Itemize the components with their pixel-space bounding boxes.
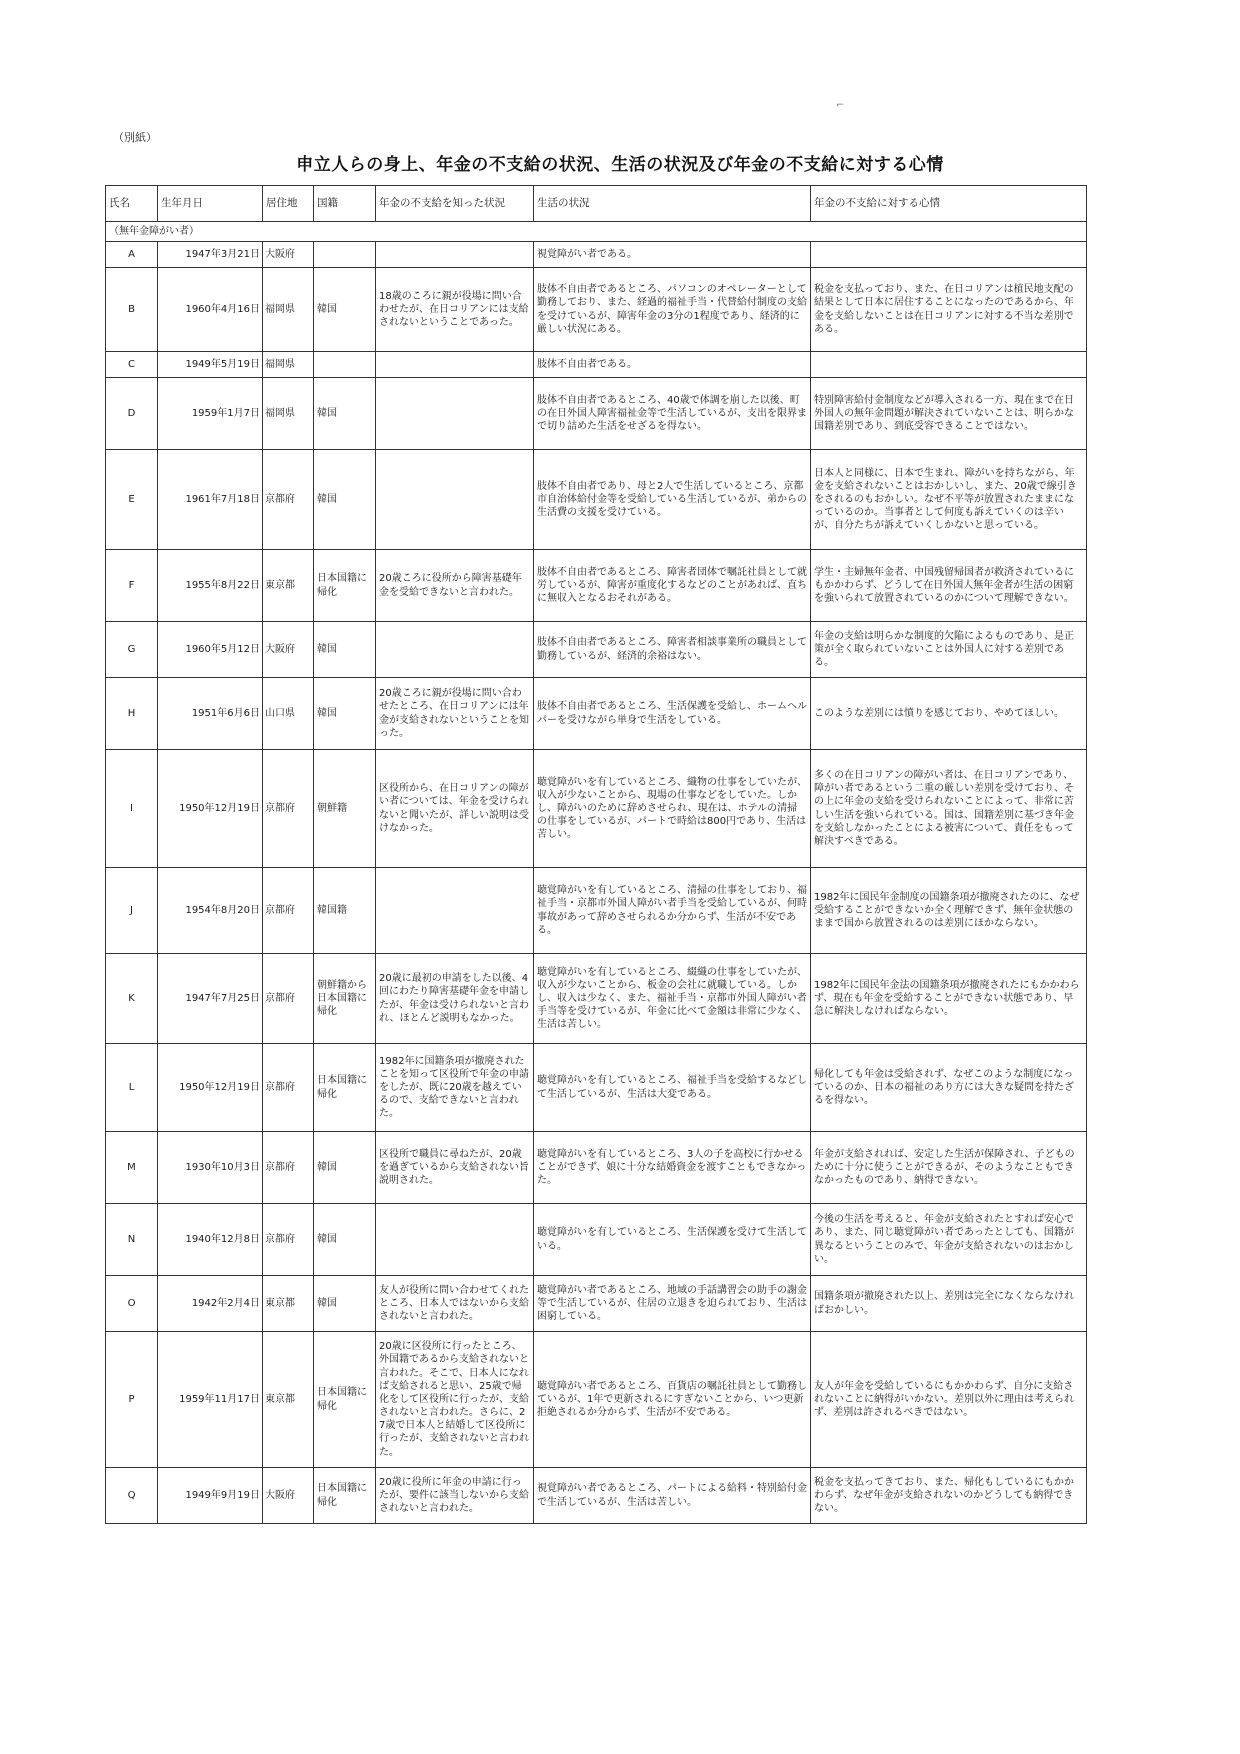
cell-discovery (376, 242, 534, 268)
cell-discovery: 1982年に国籍条項が撤廃されたことを知って区役所で年金の申請をしたが、既に20歳を越えているので、支給できないと言われた。 (376, 1044, 534, 1132)
table-row (106, 868, 1087, 954)
cell-feelings: 税金を支払っており、また、在日コリアンは植民地支配の結果として日本に居住することになったのであるから、年金を支給しないことは在日コリアンに対する不当な差別である。 (811, 268, 1087, 352)
header-dob: 生年月日 (158, 186, 263, 222)
cell-feelings: 友人が年金を受給しているにもかかわらず、自分に支給されないことに納得がいかない。差別以外に理由は考えられず、差別は許されるべきではない。 (811, 1332, 1087, 1468)
cell-discovery (376, 868, 534, 954)
cell-feelings: 特別障害給付金制度などが導入される一方、現在まで在日外国人の無年金問題が解決されていないことは、明らかな国籍差別であり、到底受容できることではない。 (811, 378, 1087, 450)
cell-living: 視覚障がい者であるところ、パートによる給料・特別給付金で生活しているが、生活は苦しい。 (534, 1468, 811, 1524)
cell-feelings: このような差別には憤りを感じており、やめてほしい。 (811, 678, 1087, 750)
cell-living: 聴覚障がいを有しているところ、綴織の仕事をしていたが、収入が少ないことから、板金の会社に就職している。しかし、収入は少なく、また、福祉手当・京都市外国人障がい者手当等を受けているが、年金に比べて金額は非常に少なく、生活は苦しい。 (534, 954, 811, 1044)
cell-discovery (376, 450, 534, 550)
applicants-table (105, 185, 1087, 1524)
cell-feelings (811, 352, 1087, 378)
cell-residence: 京都府 (263, 750, 314, 868)
cell-residence: 大阪府 (263, 622, 314, 678)
cell-dob: 1930年10月3日 (158, 1132, 263, 1204)
cell-living: 肢体不自由者であるところ、障害者相談事業所の職員として勤務しているが、経済的余裕はない。 (534, 622, 811, 678)
cell-dob: 1940年12月8日 (158, 1204, 263, 1276)
cell-discovery (376, 378, 534, 450)
cell-discovery: 20歳ころに親が役場に問い合わせたところ、在日コリアンには年金が支給されないということを知った。 (376, 678, 534, 750)
cell-name: N (106, 1204, 158, 1276)
cell-feelings: 国籍条項が撤廃された以上、差別は完全になくならなければおかしい。 (811, 1276, 1087, 1332)
page-title: 申立人らの身上、年金の不支給の状況、生活の状況及び年金の不支給に対する心情 (296, 155, 944, 175)
cell-residence: 京都府 (263, 1132, 314, 1204)
cell-name: H (106, 678, 158, 750)
cell-residence: 京都府 (263, 1044, 314, 1132)
cell-nationality: 韓国 (314, 268, 376, 352)
cell-discovery: 20歳に最初の申請をした以後、4回にわたり障害基礎年金を申請したが、年金は受けられないと言われ、ほとんど説明もなかった。 (376, 954, 534, 1044)
cell-discovery: 友人が役所に問い合わせてくれたところ、日本人ではないから支給されないと言われた。 (376, 1276, 534, 1332)
cell-nationality: 韓国 (314, 378, 376, 450)
cell-discovery: 18歳のころに親が役場に問い合わせたが、在日コリアンには支給されないということであった。 (376, 268, 534, 352)
cell-nationality: 韓国籍 (314, 868, 376, 954)
cell-residence: 東京都 (263, 550, 314, 622)
cell-name: P (106, 1332, 158, 1468)
table-row (106, 1044, 1087, 1132)
cell-feelings: 1982年に国民年金法の国籍条項が撤廃されたにもかかわらず、現在も年金を受給することができない状態であり、早急に解決しなければならない。 (811, 954, 1087, 1044)
table-row (106, 750, 1087, 868)
cell-nationality: 韓国 (314, 622, 376, 678)
cell-dob: 1960年4月16日 (158, 268, 263, 352)
cell-nationality: 朝鮮籍 (314, 750, 376, 868)
cell-nationality (314, 352, 376, 378)
cell-living: 肢体不自由者であるところ、パソコンのオペレーターとして勤務しており、また、経過的福祉手当・代替給付制度の支給を受けているが、障害年金の3分の1程度であり、経済的に厳しい状況にある。 (534, 268, 811, 352)
table-row (106, 1332, 1087, 1468)
cell-dob: 1960年5月12日 (158, 622, 263, 678)
table-row (106, 378, 1087, 450)
cell-living: 視覚障がい者である。 (534, 242, 811, 268)
cell-name: D (106, 378, 158, 450)
cell-nationality: 日本国籍に帰化 (314, 1044, 376, 1132)
attachment-label: （別紙） (113, 131, 157, 144)
cell-nationality (314, 242, 376, 268)
cell-residence: 大阪府 (263, 1468, 314, 1524)
group-label: （無年金障がい者） (106, 222, 1087, 242)
table-row (106, 550, 1087, 622)
cell-feelings: 今後の生活を考えると、年金が支給されたとすれば安心であり、また、同じ聴覚障がい者であったとしても、国籍が異なるということのみで、年金が支給されないのはおかしい。 (811, 1204, 1087, 1276)
cell-living: 聴覚障がいを有しているところ、生活保護を受けて生活している。 (534, 1204, 811, 1276)
cell-living: 肢体不自由者である。 (534, 352, 811, 378)
cell-residence: 大阪府 (263, 242, 314, 268)
cell-residence: 東京都 (263, 1332, 314, 1468)
cell-dob: 1959年11月17日 (158, 1332, 263, 1468)
cell-residence: 山口県 (263, 678, 314, 750)
cell-dob: 1954年8月20日 (158, 868, 263, 954)
cell-living: 聴覚障がい者であるところ、地域の手話講習会の助手の謝金等で生活しているが、住居の立退きを迫られており、生活は困窮している。 (534, 1276, 811, 1332)
cell-living: 肢体不自由者であり、母と2人で生活しているところ、京都市自治体給付金等を受給している生活しているが、弟からの生活費の支援を受けている。 (534, 450, 811, 550)
cell-name: B (106, 268, 158, 352)
cell-discovery: 区役所で職員に尋ねたが、20歳を過ぎているから支給されない旨説明された。 (376, 1132, 534, 1204)
table-row (106, 622, 1087, 678)
table-row (106, 954, 1087, 1044)
cell-dob: 1949年9月19日 (158, 1468, 263, 1524)
header-feelings: 年金の不支給に対する心情 (811, 186, 1087, 222)
cell-dob: 1942年2月4日 (158, 1276, 263, 1332)
cell-living: 聴覚障がいを有しているところ、清掃の仕事をしており、福祉手当・京都市外国人障がい者手当を受給しているが、何時事故があって辞めさせられるか分からず、生活が不安である。 (534, 868, 811, 954)
cell-nationality: 韓国 (314, 1276, 376, 1332)
cell-nationality: 韓国 (314, 678, 376, 750)
cell-residence: 京都府 (263, 1204, 314, 1276)
table-row (106, 352, 1087, 378)
cell-living: 肢体不自由者であるところ、40歳で体調を崩した以後、町の在日外国人障害福祉金等で生活しているが、支出を限界まで切り詰めた生活をせざるを得ない。 (534, 378, 811, 450)
cell-name: C (106, 352, 158, 378)
cell-name: J (106, 868, 158, 954)
cell-living: 聴覚障がいを有しているところ、3人の子を高校に行かせることができず、娘に十分な結婚資金を渡すこともできなかった。 (534, 1132, 811, 1204)
cell-residence: 京都府 (263, 868, 314, 954)
cell-feelings: 日本人と同様に、日本で生まれ、障がいを持ちながら、年金を支給されないことはおかしいし、また、20歳で線引きをされるのもおかしい。なぜ不平等が放置されたままになっているのか。当事者として何度も訴えていくのは辛いが、自分たちが訴えていくしかないと思っている。 (811, 450, 1087, 550)
cell-dob: 1950年12月19日 (158, 750, 263, 868)
cell-name: F (106, 550, 158, 622)
cell-discovery (376, 352, 534, 378)
cell-discovery: 20歳に役所に年金の申請に行ったが、要件に該当しないから支給されないと言われた。 (376, 1468, 534, 1524)
cell-feelings: 税金を支払ってきており、また、帰化もしているにもかかわらず、なぜ年金が支給されないのかどうしても納得できない。 (811, 1468, 1087, 1524)
table-row (106, 242, 1087, 268)
cell-residence: 福岡県 (263, 268, 314, 352)
cell-discovery: 20歳ころに役所から障害基礎年金を受給できないと言われた。 (376, 550, 534, 622)
header-name: 氏名 (106, 186, 158, 222)
scan-mark: ⌐ (836, 100, 845, 111)
cell-name: M (106, 1132, 158, 1204)
cell-discovery (376, 1204, 534, 1276)
cell-feelings: 多くの在日コリアンの障がい者は、在日コリアンであり、障がい者であるという二重の厳しい差別を受けており、その上に年金の支給を受けられないことによって、非常に苦しい生活を強いられている。国は、国籍差別に基づき年金を支給しなかったことによる被害について、責任をもって解決すべきである。 (811, 750, 1087, 868)
cell-name: K (106, 954, 158, 1044)
cell-name: E (106, 450, 158, 550)
cell-name: Q (106, 1468, 158, 1524)
cell-dob: 1947年3月21日 (158, 242, 263, 268)
cell-living: 聴覚障がい者であるところ、百貨店の嘱託社員として勤務しているが、1年で更新されるにすぎないことから、いつ更新拒絶されるか分からず、生活が不安である。 (534, 1332, 811, 1468)
cell-dob: 1949年5月19日 (158, 352, 263, 378)
cell-dob: 1951年6月6日 (158, 678, 263, 750)
cell-living: 聴覚障がいを有しているところ、織物の仕事をしていたが、収入が少ないことから、現場の仕事などをしていた。しかし、障がいのために辞めさせられ、現在は、ホテルの清掃の仕事をしているが、パートで時給は800円であり、生活は苦しい。 (534, 750, 811, 868)
cell-nationality: 日本国籍に帰化 (314, 1468, 376, 1524)
cell-nationality: 韓国 (314, 1204, 376, 1276)
cell-residence: 京都府 (263, 450, 314, 550)
cell-dob: 1959年1月7日 (158, 378, 263, 450)
cell-dob: 1955年8月22日 (158, 550, 263, 622)
table-row (106, 1204, 1087, 1276)
table-row (106, 1276, 1087, 1332)
cell-nationality: 日本国籍に帰化 (314, 550, 376, 622)
cell-nationality: 韓国 (314, 1132, 376, 1204)
cell-dob: 1950年12月19日 (158, 1044, 263, 1132)
header-living: 生活の状況 (534, 186, 811, 222)
cell-residence: 福岡県 (263, 352, 314, 378)
cell-name: G (106, 622, 158, 678)
header-discovery: 年金の不支給を知った状況 (376, 186, 534, 222)
cell-nationality: 韓国 (314, 450, 376, 550)
cell-name: A (106, 242, 158, 268)
group-row (106, 222, 1087, 242)
table-row (106, 678, 1087, 750)
cell-feelings (811, 242, 1087, 268)
header-residence: 居住地 (263, 186, 314, 222)
table-row (106, 1132, 1087, 1204)
cell-discovery: 20歳に区役所に行ったところ、外国籍であるから支給されないと言われた。そこで、日本人になれば支給されると思い、25歳で帰化をして区役所に行ったが、支給されないと言われた。さらに、27歳で日本人と結婚して区役所に行ったが、支給されないと言われた。 (376, 1332, 534, 1468)
cell-living: 肢体不自由者であるところ、障害者団体で嘱託社員として就労しているが、障害が重度化するなどのことがあれば、直ちに無収入となるおそれがある。 (534, 550, 811, 622)
cell-living: 聴覚障がいを有しているところ、福祉手当を受給するなどして生活しているが、生活は大変である。 (534, 1044, 811, 1132)
cell-name: L (106, 1044, 158, 1132)
cell-feelings: 年金が支給されれば、安定した生活が保障され、子どものために十分に使うことができるが、そのようなこともできなかったものであり、納得できない。 (811, 1132, 1087, 1204)
header-row (106, 186, 1087, 222)
cell-nationality: 朝鮮籍から日本国籍に帰化 (314, 954, 376, 1044)
cell-name: I (106, 750, 158, 868)
cell-residence: 東京都 (263, 1276, 314, 1332)
table-row (106, 1468, 1087, 1524)
cell-discovery (376, 622, 534, 678)
cell-discovery: 区役所から、在日コリアンの障がい者については、年金を受けられないと聞いたが、詳しい説明は受けなかった。 (376, 750, 534, 868)
cell-dob: 1961年7月18日 (158, 450, 263, 550)
cell-feelings: 年金の支給は明らかな制度的欠陥によるものであり、是正策が全く取られていないことは外国人に対する差別である。 (811, 622, 1087, 678)
cell-dob: 1947年7月25日 (158, 954, 263, 1044)
cell-feelings: 1982年に国民年金制度の国籍条項が撤廃されたのに、なぜ受給することができないか全く理解できず、無年金状態のままで国から放置されるのは差別にほかならない。 (811, 868, 1087, 954)
cell-name: O (106, 1276, 158, 1332)
table-row (106, 450, 1087, 550)
cell-feelings: 学生・主婦無年金者、中国残留帰国者が救済されているにもかかわらず、どうして在日外国人無年金者が生活の困窮を強いられて放置されているのかについて理解できない。 (811, 550, 1087, 622)
cell-living: 肢体不自由者であるところ、生活保護を受給し、ホームヘルパーを受けながら単身で生活をしている。 (534, 678, 811, 750)
cell-residence: 福岡県 (263, 378, 314, 450)
cell-nationality: 日本国籍に帰化 (314, 1332, 376, 1468)
header-nationality: 国籍 (314, 186, 376, 222)
cell-residence: 京都府 (263, 954, 314, 1044)
table-row (106, 268, 1087, 352)
cell-feelings: 帰化しても年金は受給されず、なぜこのような制度になっているのか、日本の福祉のあり方には大きな疑問を持たざるを得ない。 (811, 1044, 1087, 1132)
